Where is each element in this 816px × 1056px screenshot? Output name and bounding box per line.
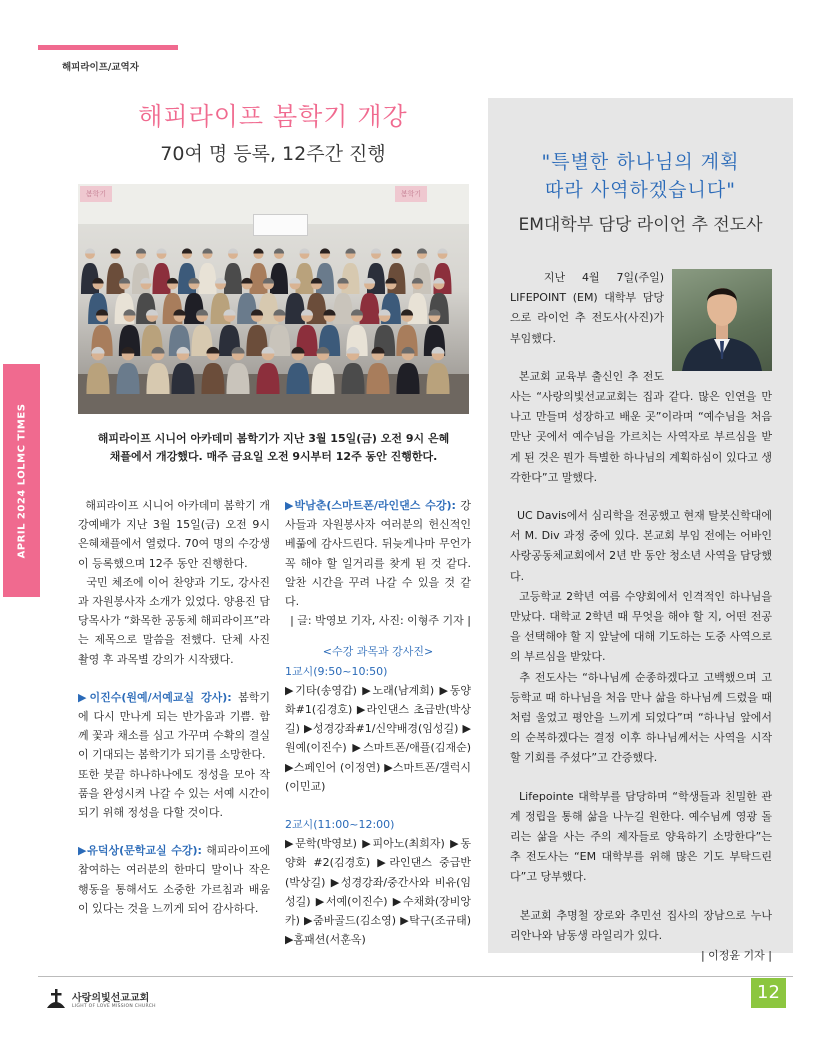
feature-paragraph: 추 전도사는 “하나님께 순종하겠다고 고백했으며 고등학교 때 하나님을 처음 만나 삶을 하나님께 드렸을 때처럼 울었고 평안을 느끼게 되었다”며 “하나님 앞에서의 순복하겠다는 결정 이후 하나님께서는 사역을 시작할 기회를 주셨다”고 간증했다. — [510, 670, 773, 765]
logo-english: LIGHT OF LOVE MISSION CHURCH — [72, 1004, 156, 1009]
quote-speaker: ▶유덕상(문학교실 수강): — [78, 844, 202, 858]
church-logo — [46, 988, 156, 1010]
quote-speaker: ▶박남춘(스마트폰/라인댄스 수강): — [285, 499, 456, 512]
quote-paragraph: ▶박남춘(스마트폰/라인댄스 수강): 강사들과 자원봉사자 여러분의 헌신적인 베풂에 감사드린다. 뒤늦게나마 무언가 꼭 해야 할 일거리를 찾게 된 것 같다. 알찬 시간을 꾸려 나갈 수 있을 것 같다. — [285, 499, 472, 609]
feature-headline — [488, 148, 793, 204]
photo-banner-left: 봄학기 — [80, 186, 112, 202]
header-accent-bar — [38, 45, 178, 50]
footer-divider — [38, 976, 793, 977]
portrait-photo — [672, 269, 772, 371]
paragraph: 국민 체조에 이어 찬양과 기도, 강사진과 자원봉사자 소개가 있었다. 양용진 담당목사가 “화목한 공동체 해피라이프”라는 제목으로 말씀을 전했다. 단체 사진 촬영 후 과목별 강의가 시작됐다. — [78, 575, 270, 666]
caption-line-2: 채플에서 개강했다. 매주 금요일 오전 9시부터 12주 동안 진행한다. — [109, 450, 438, 463]
section-label: 해피라이프/교역자 — [62, 62, 139, 73]
side-tab — [3, 364, 40, 597]
paragraph: 해피라이프 시니어 아카데미 봄학기 개강예배가 지난 3월 15일(금) 오전 9시 은혜채플에서 열렸다. 70여 명의 수강생이 등록했으며 12주 동안 진행한다. — [78, 499, 270, 570]
portrait-figure — [672, 269, 772, 371]
crowd-figures — [78, 184, 469, 414]
period-2-list: ▶문학(박영보) ▶피아노(최희자) ▶동양화 #2(김경호) ▶라인댄스 중급반(박상길) ▶성경강좌/중간사와 비유(임성길) ▶서예(이진수) ▶수채화(장비앙카) ▶줌바골드(김소영) ▶탁구(조규태) ▶홈패션(서훈옥) — [285, 837, 471, 947]
logo-korean: 사랑의빛선교교회 — [72, 993, 150, 1004]
feature-panel — [488, 98, 793, 963]
feature-body — [510, 268, 772, 966]
feature-byline: EM대학부 담당 라이언 추 전도사 — [518, 215, 763, 235]
reporter-credit: | 글: 박영보 기자, 사진: 이형주 기자 | — [290, 614, 471, 628]
courses-title: <수강 과목과 강사진> — [322, 645, 434, 659]
feature-paragraph: 본교회 추명철 장로와 추민선 집사의 장남으로 누나 리안나와 남동생 라일리가 있다. — [510, 908, 772, 942]
feature-paragraph: 지난 4월 7일(주일) LIFEPOINT (EM) 대학부 담당으로 라이언 추 전도사(사진)가 부임했다. — [510, 271, 664, 345]
page-number: 12 — [751, 978, 786, 1008]
caption-line-1: 해피라이프 시니어 아카데미 봄학기가 지난 3월 15일(금) 오전 9시 은혜 — [97, 432, 450, 445]
period-1-list: ▶기타(송영갑) ▶노래(남계희) ▶동양화#1(김경호) ▶라인댄스 초급반(박상길) ▶성경강좌#1/신약배경(임성길) ▶원예(이진수) ▶스마트폰/애플(김재순) ▶스페인어 (이정연) ▶스마트폰/갤럭시(이민교) — [285, 683, 471, 793]
feature-paragraph: 고등학교 2학년 여름 수양회에서 인격적인 하나님을 만났다. 대학교 2학년 때 무엇을 해야 할 지, 어떤 전공을 선택해야 할 지 앞날에 대해 기도하는 도중 사역으로의 부르심을 받았다. — [510, 589, 772, 664]
church-logo-icon — [46, 988, 66, 1010]
feature-credit: | 이정윤 기자 | — [700, 949, 772, 963]
article-subtitle: 70여 명 등록, 12주간 진행 — [160, 143, 386, 165]
period-2-title: 2교시(11:00~12:00) — [285, 818, 395, 832]
quote-paragraph: ▶이진수(원예/서예교실 강사): 봄학기에 다시 만나게 되는 반가움과 기쁨. 함께 꽃과 채소를 심고 가꾸며 수확의 결실이 기대되는 봄학기가 되기를 소망한다. — [78, 690, 270, 762]
feature-paragraph: Lifepointe 대학부를 담당하며 “학생들과 친밀한 관계 정립을 통해 삶을 나누길 원한다. 예수님께 영광 돌리는 삶을 사는 주의 제자들로 양육하기 소망한다”는 추 전도사는 “EM 대학부를 위해 많은 기도 부탁드린다”고 당부했다. — [510, 789, 773, 884]
side-tab-label: APRIL 2024 LOLMC TIMES — [16, 403, 27, 558]
period-1-title: 1교시(9:50~10:50) — [285, 664, 388, 678]
photo-caption — [78, 430, 469, 466]
article-title: 해피라이프 봄학기 개강 — [138, 102, 408, 131]
paragraph: 또한 붓끝 하나하나에도 정성을 모아 작품을 완성시켜 나갈 수 있는 서예 시간이 되기 위해 정성을 다할 것이다. — [78, 767, 270, 820]
headline-line-1: "특별한 하나님의 계획 — [541, 151, 740, 173]
article-column-2 — [285, 496, 471, 949]
quote-speaker: ▶이진수(원예/서예교실 강사): — [78, 690, 232, 704]
headline-line-2: 따라 사역하겠습니다" — [545, 179, 736, 201]
photo-banner-right: 봄학기 — [395, 186, 427, 202]
group-photo — [78, 184, 469, 414]
quote-paragraph: ▶유덕상(문학교실 수강): 해피라이프에 참여하는 여러분의 한마디 말이나 작은 행동을 통해서도 소중한 가르침과 배움이 있다는 것을 느끼게 되어 감사하다. — [78, 844, 270, 915]
feature-paragraph: 본교회 교육부 출신인 추 전도사는 “사랑의빛선교교회는 집과 같다. 많은 인연을 만나고 만들며 성장하고 배운 곳”이라며 “예수님을 처음 만난 곳에서 예수님을 가르치는 사역자로 부르심을 받게 된 것은 뭔가 특별한 하나님의 계획하심이 있다고 생각한다”고 말했다. — [510, 369, 772, 484]
article-column-1 — [78, 496, 270, 918]
feature-paragraph: UC Davis에서 심리학을 전공했고 현재 탈봇신학대에서 M. Div 과정 중에 있다. 본교회 부임 전에는 어바인 사랑공동체교회에서 2년 반 동안 청소년 사역을 담당했다. — [510, 509, 772, 583]
